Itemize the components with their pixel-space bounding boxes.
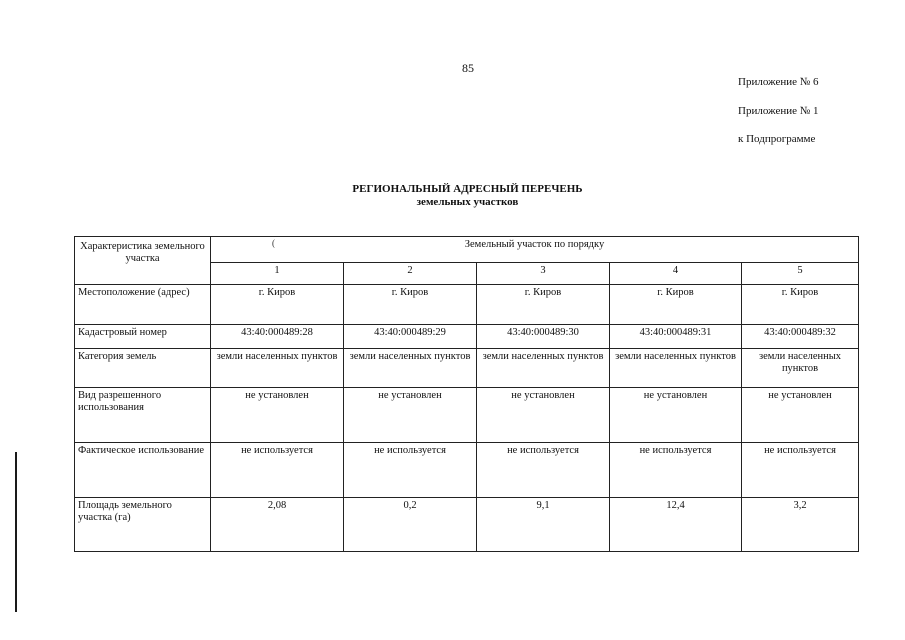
characteristic-header: Характеристика земельного участка <box>75 237 211 285</box>
table-row <box>75 325 859 349</box>
table-cell: 43:40:000489:30 <box>477 325 610 349</box>
table-cell: г. Киров <box>610 285 742 325</box>
appendix-line-3: к Подпрограмме <box>738 133 816 145</box>
table-cell: г. Киров <box>211 285 344 325</box>
scan-edge-bar <box>15 452 17 612</box>
table-cell: не установлен <box>477 388 610 443</box>
table-cell: не установлен <box>610 388 742 443</box>
table-cell: земли населенных пунктов <box>477 349 610 388</box>
row-label: Кадастровый номер <box>75 325 211 349</box>
group-header: Земельный участок по порядку <box>211 237 859 263</box>
column-number: 2 <box>344 263 477 285</box>
appendix-line-2: Приложение № 1 <box>738 105 819 117</box>
table-cell: не используется <box>610 443 742 498</box>
table-cell: не установлен <box>211 388 344 443</box>
table-cell: земли населенных пунктов <box>211 349 344 388</box>
column-number: 1 <box>211 263 344 285</box>
column-number: 3 <box>477 263 610 285</box>
table-cell: 12,4 <box>610 498 742 552</box>
row-label: Местоположение (адрес) <box>75 285 211 325</box>
parcels-table <box>74 236 859 552</box>
table-cell: не установлен <box>742 388 859 443</box>
table-cell: не используется <box>211 443 344 498</box>
page-number: 85 <box>462 61 474 75</box>
table-cell: г. Киров <box>742 285 859 325</box>
table-cell: 9,1 <box>477 498 610 552</box>
table-cell: 43:40:000489:29 <box>344 325 477 349</box>
table-cell: не используется <box>742 443 859 498</box>
table-cell: 43:40:000489:28 <box>211 325 344 349</box>
table-cell: земли населенных пунктов <box>610 349 742 388</box>
table-cell: г. Киров <box>477 285 610 325</box>
table-cell: 43:40:000489:31 <box>610 325 742 349</box>
table-cell: г. Киров <box>344 285 477 325</box>
table-cell: не используется <box>344 443 477 498</box>
scan-mark: ( <box>272 238 275 248</box>
table-row <box>75 443 859 498</box>
title-line-2: земельных участков <box>416 196 519 208</box>
appendix-line-1: Приложение № 6 <box>738 76 819 88</box>
table-cell: 0,2 <box>344 498 477 552</box>
table-cell: земли населенных пунктов <box>742 349 859 388</box>
row-label: Площадь земельного участка (га) <box>75 498 211 552</box>
table-row <box>75 388 859 443</box>
column-number: 5 <box>742 263 859 285</box>
column-number: 4 <box>610 263 742 285</box>
table-cell: земли населенных пунктов <box>344 349 477 388</box>
table-header-row <box>75 237 859 263</box>
document-title <box>0 183 905 209</box>
row-label: Фактическое использование <box>75 443 211 498</box>
row-label: Вид разрешенного использования <box>75 388 211 443</box>
table-row <box>75 285 859 325</box>
table-cell: не используется <box>477 443 610 498</box>
table-row <box>75 349 859 388</box>
table-cell: не установлен <box>344 388 477 443</box>
title-line-1: РЕГИОНАЛЬНЫЙ АДРЕСНЫЙ ПЕРЕЧЕНЬ <box>352 183 583 195</box>
table-row <box>75 498 859 552</box>
table-cell: 43:40:000489:32 <box>742 325 859 349</box>
row-label: Категория земель <box>75 349 211 388</box>
table-cell: 2,08 <box>211 498 344 552</box>
table-cell: 3,2 <box>742 498 859 552</box>
